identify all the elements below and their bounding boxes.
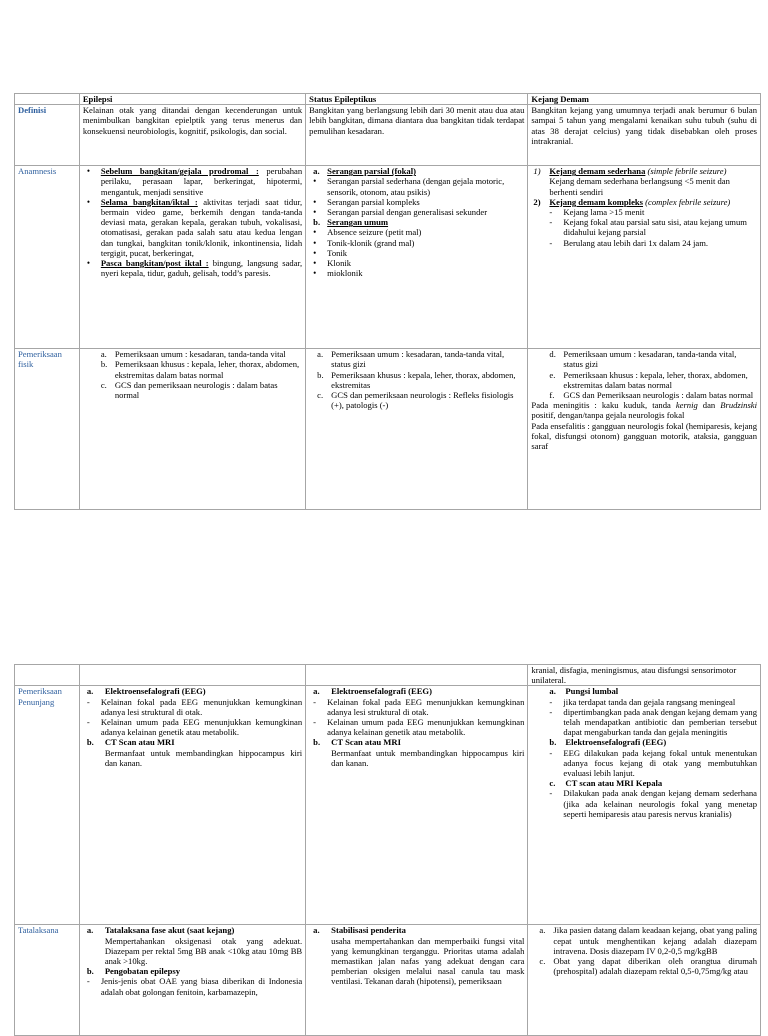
list-item: - Kelainan fokal pada EEG menunjukkan kemungkinan adanya lesi struktural di otak. bbox=[309, 697, 524, 717]
subheading: b. CT Scan atau MRI bbox=[86, 737, 175, 748]
subheading: b. CT Scan atau MRI bbox=[313, 737, 401, 748]
row-anamnesis bbox=[15, 166, 761, 349]
comparison-table-top bbox=[14, 93, 761, 510]
list-item: - EEG dilakukan pada kejang fokal untuk menentukan adanya focus kejang di otak yang membutuhkan evaluasi lebih lanjut. bbox=[545, 748, 757, 779]
label-tatalaksana: Tatalaksana bbox=[15, 925, 80, 1036]
list-item: • Klonik bbox=[309, 258, 524, 268]
anamnesis-epilepsi bbox=[79, 166, 305, 349]
tatalaksana-status bbox=[306, 925, 528, 1036]
list-item: e. Pemeriksaan khusus : kepala, leher, thorax, abdomen, ekstremitas dalam batas normal bbox=[549, 369, 748, 390]
continued-empty bbox=[306, 665, 528, 686]
list-item: - Jenis-jenis obat OAE yang biasa diberikan di Indonesia adalah obat golongan fenitoin, karbamazepin, bbox=[83, 976, 302, 996]
list-item: - Kelainan fokal pada EEG menunjukkan kemungkinan adanya lesi struktural di otak. bbox=[83, 697, 302, 717]
list-item: • Serangan parsial sederhana (dengan gejala motoric, sensorik, otonom, atau psikis) bbox=[309, 176, 524, 196]
subheading: a. Pungsi lumbal bbox=[549, 686, 619, 697]
subheading: b. Elektroensefalografi (EEG) bbox=[549, 737, 667, 748]
list-item: d. Pemeriksaan umum : kesadaran, tanda-tanda vital, status gizi bbox=[549, 349, 737, 370]
list-item: - Kelainan umum pada EEG menunjukkan kemungkinan adanya kelainan genetik atau metabolik. bbox=[309, 717, 524, 737]
label-pemeriksaan-penunjang: Pemeriksaan Penunjang bbox=[15, 686, 80, 925]
row-continued bbox=[15, 665, 761, 686]
header-status-epileptikus: Status Epileptikus bbox=[306, 94, 528, 105]
subheading: c. CT scan atau MRI Kepala bbox=[549, 778, 663, 789]
list-item: • Serangan parsial kompleks bbox=[309, 197, 524, 207]
anamnesis-status bbox=[306, 166, 528, 349]
list-item: • Serangan parsial dengan generalisasi sekunder bbox=[309, 207, 524, 217]
label-definisi: Definisi bbox=[15, 105, 80, 166]
continued-kejang: kranial, disfagia, meningismus, atau disfungsi sensorimotor unilateral. bbox=[528, 665, 761, 686]
list-item: • Pasca bangkitan/post iktal : bingung, langsung sadar, nyeri kepala, tidur, gaduh, gelisah, todd’s paresis. bbox=[83, 258, 302, 278]
definisi-status: Bangkitan yang berlangsung lebih dari 30 menit atau dua atau lebih bangkitan, dimana diantara dua bangkitan tidak terdapat pemulihan kesadaran. bbox=[306, 105, 528, 166]
fisik-status bbox=[306, 349, 528, 510]
definisi-kejang: Bangkitan kejang yang umumnya terjadi anak berumur 6 bulan sampai 5 tahun yang mengalami kenaikan suhu tubuh (suhu di atas 38 derajat celcius) yang tidak disebabkan oleh proses intrakranial. bbox=[528, 105, 761, 166]
fisik-epilepsi bbox=[79, 349, 305, 510]
list-item: a. Pemeriksaan umum : kesadaran, tanda-tanda vital bbox=[100, 349, 286, 360]
subheading: a. Stabilisasi penderita bbox=[313, 925, 406, 936]
row-pemeriksaan-penunjang bbox=[15, 686, 761, 925]
header-kejang-demam: Kejang Demam bbox=[528, 94, 761, 105]
list-item: - dipertimbangkan pada anak dengan kejang demam yang telah mendapatkan antibiotic dan pemberian tersebut dapat mengaburkan tanda dan gejala meningitis bbox=[545, 707, 757, 738]
list-item: • Sebelum bangkitan/gejala prodromal : perubahan perilaku, perasaan lapar, berkeringat, hipotermi, mengantuk, menjadi sensitive bbox=[83, 166, 302, 197]
paragraph: Bermanfaat untuk membandingkan hippocampus kiri dan kanan. bbox=[104, 747, 303, 768]
row-definisi bbox=[15, 105, 761, 166]
subheading: a. Elektroensefalografi (EEG) bbox=[313, 686, 432, 697]
list-item: f. GCS dan Pemeriksaan neurologis : dalam batas normal bbox=[549, 390, 754, 401]
paragraph: Bermanfaat untuk membandingkan hippocampus kiri dan kanan. bbox=[331, 747, 525, 768]
list-item: - Kejang fokal atau parsial satu sisi, atau kejang umum didahului kejang parsial bbox=[545, 217, 757, 237]
subheading: b. Serangan umum bbox=[313, 217, 389, 228]
list-item: - Dilakukan pada anak dengan kejang demam sederhana (jika ada kelainan neurologis fokal yang menetap seperti hemiparesis atau paresis nervus kranialis) bbox=[545, 788, 757, 819]
penunjang-status bbox=[306, 686, 528, 925]
continued-empty bbox=[79, 665, 305, 686]
list-item: a. Pemeriksaan umum : kesadaran, tanda-tanda vital, status gizi bbox=[317, 349, 505, 370]
penunjang-kejang bbox=[528, 686, 761, 925]
list-item: c. Obat yang dapat diberikan oleh orangtua dirumah (prehospital) adalah diazepam rektal 0,5-0,75mg/kg atau bbox=[539, 956, 757, 977]
paragraph: Kejang demam sederhana berlangsung <5 menit dan berhenti sendiri bbox=[549, 176, 730, 197]
continued-empty bbox=[15, 665, 80, 686]
header-row bbox=[15, 94, 761, 105]
fisik-kejang bbox=[528, 349, 761, 510]
row-pemeriksaan-fisik bbox=[15, 349, 761, 510]
header-epilepsi: Epilepsi bbox=[79, 94, 305, 105]
comparison-table-bottom bbox=[14, 664, 761, 1036]
subheading: a. Serangan parsial (fokal) bbox=[313, 166, 416, 177]
row-tatalaksana bbox=[15, 925, 761, 1036]
subheading: a. Elektroensefalografi (EEG) bbox=[86, 686, 206, 697]
header-empty bbox=[15, 94, 80, 105]
tatalaksana-epilepsi bbox=[79, 925, 305, 1036]
list-item: c. GCS dan pemeriksaan neurologis : dalam batas normal bbox=[100, 379, 278, 401]
list-item: • mioklonik bbox=[309, 268, 524, 278]
subheading: a. Tatalaksana fase akut (saat kejang) bbox=[86, 925, 235, 936]
list-item: • Absence seizure (petit mal) bbox=[309, 227, 524, 237]
tatalaksana-kejang bbox=[528, 925, 761, 1036]
list-item: - Kelainan umum pada EEG menunjukkan kemungkinan adanya kelainan genetik atau metabolik. bbox=[83, 717, 302, 737]
list-item: b. Pemeriksaan khusus : kepala, leher, thorax, abdomen, ekstremitas bbox=[317, 369, 516, 390]
list-item: • Selama bangkitan/iktal : aktivitas terjadi saat tidur, bermain video game, berkemih dengan tanda-tanda deviasi mata, gerakan kepala, gerakan tubuh, vokalisasi, otomatisasi, gerakan pada salah satu atau kedua lengan dan tungkai, bangkitan tonik/klonik, inkontinensia, lidah tergigit, pucat, berkeringat, bbox=[83, 197, 302, 258]
paragraph: usaha mempertahankan dan memperbaiki fungsi vital yang kemungkinan terganggu. Prioritas utama adalah memastikan jalan nafas yang adekuat dengan cara pemberian oksigen melalui nasal canula tau mask ventilasi. Tekanan darah (hipotensi), pemeriksaan bbox=[331, 935, 525, 987]
label-pemeriksaan-fisik: Pemeriksaan fisik bbox=[15, 349, 80, 510]
paragraph: Pada ensefalitis : gangguan neurologis fokal (hemiparesis, kejang fokal, disfungsi otonom) gangguan motorik, ataksia, gangguan saraf bbox=[531, 420, 757, 452]
penunjang-epilepsi bbox=[79, 686, 305, 925]
list-item: • Tonik-klonik (grand mal) bbox=[309, 238, 524, 248]
list-item: - Kejang lama >15 menit bbox=[545, 207, 757, 217]
anamnesis-kejang bbox=[528, 166, 761, 349]
list-item: b. Pemeriksaan khusus : kepala, leher, thorax, abdomen, ekstremitas dalam batas normal bbox=[100, 359, 300, 380]
list-item: • Tonik bbox=[309, 248, 524, 258]
list-item: - Berulang atau lebih dari 1x dalam 24 jam. bbox=[545, 238, 757, 248]
subheading: 1) Kejang demam sederhana (simple febrile seizure) bbox=[533, 166, 727, 177]
list-item: - jika terdapat tanda dan gejala rangsang meningeal bbox=[545, 697, 757, 707]
subheading: b. Pengobatan epilepsy bbox=[86, 966, 181, 977]
list-item: c. GCS dan pemeriksaan neurologis : Refleks fisiologis (+), patologis (-) bbox=[317, 390, 514, 411]
paragraph: Mempertahankan oksigenasi otak yang adekuat. Diazepam per rektal 5mg BB anak <10kg atau 10mg BB anak >10kg. bbox=[104, 935, 303, 967]
definisi-epilepsi: Kelainan otak yang ditandai dengan kecenderungan untuk menimbulkan bangkitan epielptik yang terus menerus dan konsekuensi neurobiologis, kognitif, psikologis, dan social. bbox=[79, 105, 305, 166]
list-item: a. Jika pasien datang dalam keadaan kejang, obat yang paling cepat untuk menghentikan kejang adalah diazepam intravena. Dosis diazepam IV 0,2-0,5 mg/kgBB bbox=[539, 925, 757, 956]
subheading: 2) Kejang demam kompleks (complex febrile seizure) bbox=[533, 196, 731, 207]
paragraph: Pada meningitis : kaku kuduk, tanda kernig dan Brudzinski positif, dengan/tanpa gejala neurologis fokal bbox=[531, 400, 757, 421]
label-anamnesis: Anamnesis bbox=[15, 166, 80, 349]
